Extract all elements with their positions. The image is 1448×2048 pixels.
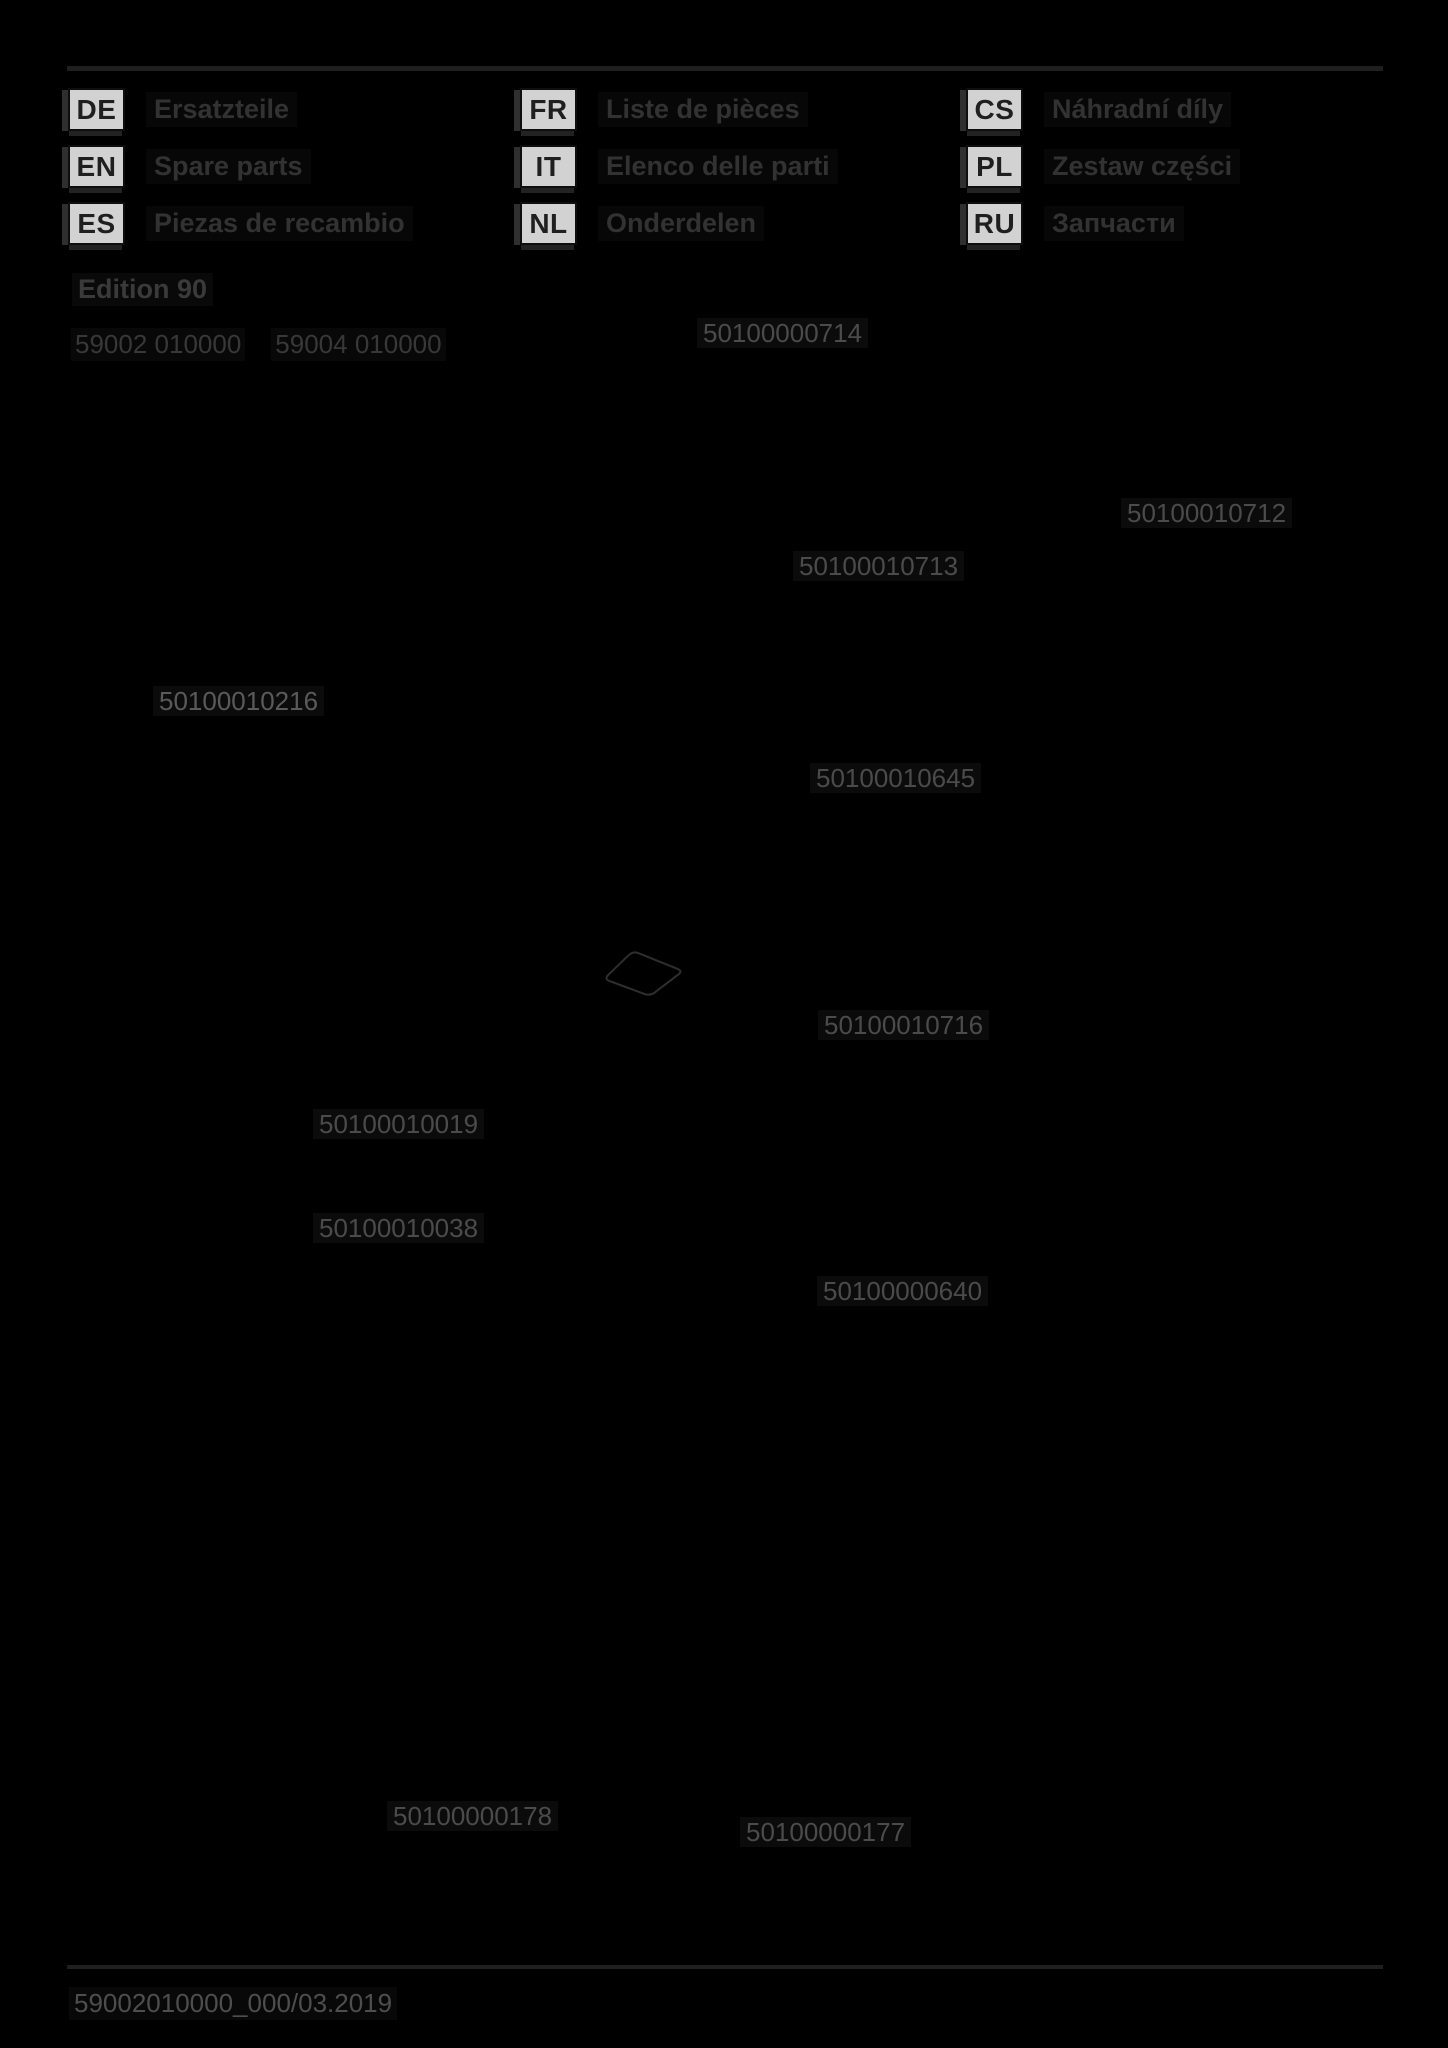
part-number-label: 50100000714 [697, 318, 868, 348]
language-badge-it: IT [520, 145, 577, 188]
language-badge-en: EN [68, 145, 125, 188]
language-label-fr: Liste de pièces [598, 92, 808, 127]
language-badge-fr: FR [520, 88, 577, 131]
model-number: 59004 010000 [271, 328, 445, 361]
language-row-it [520, 145, 838, 188]
part-number-label: 50100010716 [818, 1010, 989, 1040]
part-number-label: 50100000178 [387, 1801, 558, 1831]
header-rule [67, 66, 1383, 71]
edition-label: Edition 90 [72, 273, 213, 306]
language-row-de [68, 88, 297, 131]
language-row-fr [520, 88, 808, 131]
language-row-en [68, 145, 311, 188]
language-badge-pl: PL [966, 145, 1023, 188]
language-badge-cs: CS [966, 88, 1023, 131]
language-badge-de: DE [68, 88, 125, 131]
language-label-de: Ersatzteile [146, 92, 297, 127]
part-number-label: 50100010019 [313, 1109, 484, 1139]
part-number-label: 50100010713 [793, 551, 964, 581]
language-label-es: Piezas de recambio [146, 206, 413, 241]
part-number-label: 50100010038 [313, 1213, 484, 1243]
part-number-label: 50100000177 [740, 1817, 911, 1847]
language-label-pl: Zestaw części [1044, 149, 1240, 184]
part-number-label: 50100000640 [817, 1276, 988, 1306]
language-row-pl [966, 145, 1240, 188]
language-row-nl [520, 202, 764, 245]
footer-rule [67, 1965, 1383, 1969]
language-row-ru [966, 202, 1184, 245]
model-number-list [71, 328, 446, 361]
language-label-nl: Onderdelen [598, 206, 764, 241]
model-number: 59002 010000 [71, 328, 245, 361]
language-label-it: Elenco delle parti [598, 149, 838, 184]
language-row-es [68, 202, 413, 245]
footer-document-code: 59002010000_000/03.2019 [69, 1987, 397, 2020]
language-badge-ru: RU [966, 202, 1023, 245]
language-row-cs [966, 88, 1231, 131]
part-number-label: 50100010645 [810, 763, 981, 793]
language-label-ru: Запчасти [1044, 206, 1184, 241]
language-badge-nl: NL [520, 202, 577, 245]
language-label-en: Spare parts [146, 149, 311, 184]
part-number-label: 50100010712 [1121, 498, 1292, 528]
language-badge-es: ES [68, 202, 125, 245]
language-label-cs: Náhradní díly [1044, 92, 1231, 127]
part-outline-shape [600, 948, 688, 1000]
part-number-label: 50100010216 [153, 686, 324, 716]
